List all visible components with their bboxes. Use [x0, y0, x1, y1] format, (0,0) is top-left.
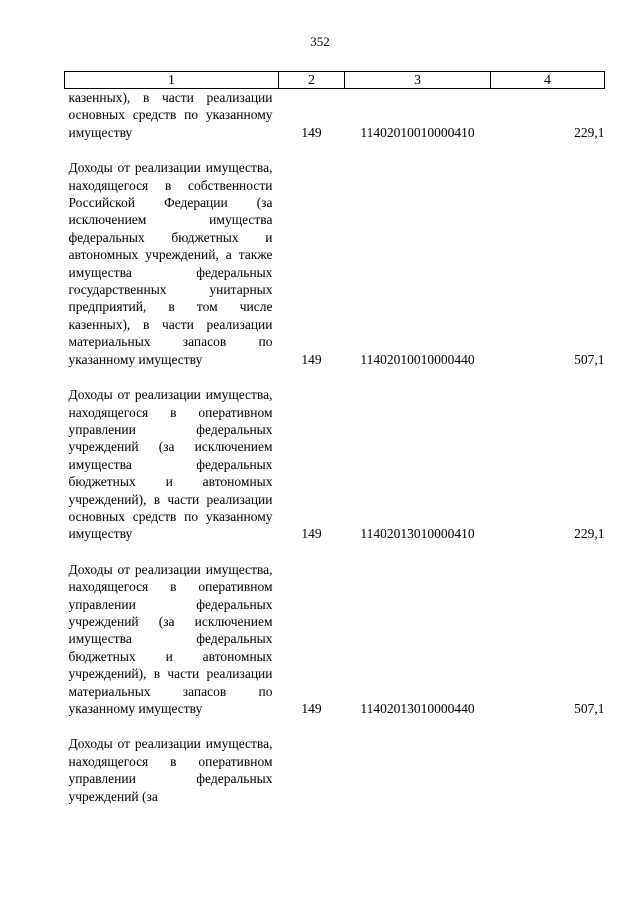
table-row — [65, 543, 605, 718]
row-budget-code: 11402013010000410 — [360, 526, 475, 542]
header-col-1: 1 — [65, 72, 279, 89]
row-budget-code: 11402013010000440 — [360, 701, 475, 716]
row-description: казенных), в части реализации основных средств по указанному имуществу — [68, 90, 273, 140]
row-amount: 229,1 — [574, 526, 605, 542]
header-col-4: 4 — [491, 72, 605, 89]
row-amount: 229,1 — [574, 124, 605, 140]
table-body — [65, 89, 605, 806]
table-row — [65, 717, 605, 805]
row-description: Доходы от реализации имущества, находящегося в оперативном управлении федеральных учреждений (за исключением имущества федеральных бюджетных и автономных учреждений), в части реализации основных средств по указанному имуществу — [68, 387, 273, 542]
row-admin-code: 149 — [301, 124, 322, 140]
table-header — [65, 72, 605, 89]
row-admin-code: 149 — [301, 351, 322, 367]
row-description: Доходы от реализации имущества, находящегося в оперативном управлении федеральных учреждений (за — [68, 736, 273, 804]
row-budget-code: 11402010010000440 — [360, 351, 475, 367]
header-col-2: 2 — [279, 72, 345, 89]
row-amount: 507,1 — [574, 701, 605, 716]
row-description: Доходы от реализации имущества, находящегося в собственности Российской Федерации (за исключением имущества федеральных бюджетных и автономных учреждений, а также имущества федеральных государственных унитарных предприятий, в том числе казенных), в части реализации материальных запасов по указанному имуществу — [68, 160, 273, 367]
row-budget-code — [345, 717, 491, 805]
header-row — [65, 72, 605, 89]
row-description: Доходы от реализации имущества, находящегося в оперативном управлении федеральных учреждений (за исключением имущества федеральных бюджетных и автономных учреждений), в части реализации материальных запасов по указанному имуществу — [68, 561, 273, 716]
page-number: 352 — [310, 34, 330, 49]
table-row — [65, 89, 605, 142]
row-amount — [491, 717, 605, 805]
table-row — [65, 368, 605, 543]
row-budget-code: 11402010010000410 — [360, 124, 475, 140]
row-admin-code: 149 — [301, 526, 322, 542]
table-row — [65, 141, 605, 368]
revenue-table — [64, 71, 605, 805]
row-admin-code: 149 — [301, 701, 322, 716]
row-admin-code — [279, 717, 345, 805]
header-col-3: 3 — [345, 72, 491, 89]
row-amount: 507,1 — [574, 351, 605, 367]
